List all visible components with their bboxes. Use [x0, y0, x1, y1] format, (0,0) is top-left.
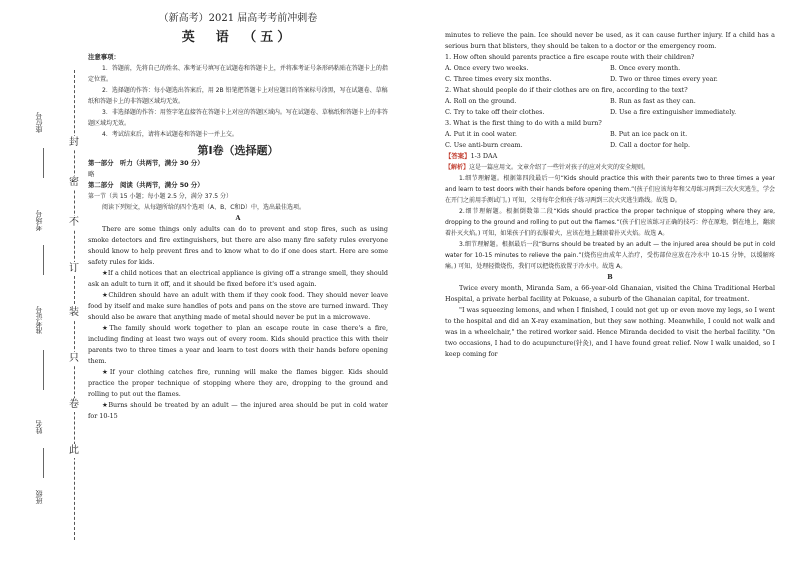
question-options [445, 140, 775, 151]
seat-number-field: 座位号 [35, 112, 43, 133]
class-field: 班级 [35, 490, 43, 504]
answer-tag: 【答案】 [445, 152, 471, 160]
binding-char: 卷 [61, 398, 87, 412]
admission-number-line [43, 350, 44, 390]
exam-room-field: 考场号 [35, 210, 43, 231]
notice-item: 4．考试结束后，请将本试题卷和答题卡一并上交。 [102, 131, 238, 138]
analysis-paragraph: 1.细节理解题。根据第四段最后一句“Kids should practice this with their parents two to three times a year and learn to test doors with their hands before opening them.”(孩子们应该每年和父母练习两到三次火灾逃生，学会在开门之前用手测试门。) 可知，父母每年会和孩子练习两到三次火灾逃生路线。故选 D。 [445, 175, 775, 204]
passage-b-label: B [607, 273, 613, 281]
admission-number-field: 准考证号 [35, 306, 43, 334]
option: D. Two or three times every year. [610, 75, 718, 83]
answer-line [445, 151, 775, 162]
right-column [445, 30, 775, 360]
binding-margin [0, 0, 88, 562]
passage-a-paragraph: There are some things only adults can do to prevent and stop fires, such as using smoke detectors and fire extinguishers, but there are also many fire safety rules everyone should know to help prevent fires and to know what to do if one does start. Here are some safety rules for kids. [88, 225, 388, 266]
option: A. Put it in cool water. [445, 130, 517, 138]
question-options [445, 74, 775, 85]
subject-title: 英 语 （五） [181, 30, 295, 45]
question-stem: 2. What should people do if their clothes are on fire, according to the text? [445, 86, 688, 94]
part2-subheading: 第一节（共 15 小题；每小题 2.5 分，满分 37.5 分） [88, 193, 232, 200]
option: A. Once every two weeks. [445, 64, 529, 72]
question-options [445, 96, 775, 107]
question-stem: 3. What is the first thing to do with a mild burn? [445, 119, 602, 127]
notice-item: 1．答题前，先将自己的姓名、准考证号填写在试题卷和答题卡上，并将准考证号条形码粘贴在答题卡上的指定位置。 [88, 65, 388, 83]
section-title: 第Ⅰ卷（选择题） [197, 144, 279, 157]
part2-heading: 第二部分 阅读（共两节，满分 50 分） [88, 181, 204, 189]
option: B. Once every month. [610, 64, 681, 72]
binding-char: 此 [61, 444, 87, 458]
notice-heading: 注意事项： [88, 53, 120, 61]
question-options [445, 63, 775, 74]
question-options [445, 129, 775, 140]
notice-item: 3．非选择题的作答：用签字笔直接答在答题卡上对应的答题区域内。写在试题卷、草稿纸和答题卡上的非答题区域均无效。 [88, 109, 388, 127]
analysis-paragraph: 3.细节理解题。根据最后一段“Burns should be treated by an adult — the injured area should be put in cold water for 10-15 minutes to relieve the pain.”(烧伤应由成年人治疗，受伤部位应放在冷水中 10-15 分钟，以缓解疼痛。) 可知，处理轻微烧伤，我们可以把烧伤放置于冷水中。故选 A。 [445, 241, 775, 270]
passage-a-paragraph: ★The family should work together to plan an escape route in case there's a fire, including finding at least two ways out of every room. Kids should practice this with their parents two to three times a year and learn to test doors with their hands before opening them. [88, 324, 388, 365]
passage-a-paragraph: ★Children should have an adult with them if they cook food. They should never leave food by itself and make sure handles of pots and pans on the stove are turned inward. They should also be aware that anything made of metal should never be put in a microwave. [88, 291, 388, 321]
option: A. Roll on the ground. [445, 97, 517, 105]
binding-char: 密 [61, 176, 87, 190]
option: D. Call a doctor for help. [610, 141, 691, 149]
notice-item: 2．选择题的作答：每小题选出答案后，用 2B 铅笔把答题卡上对应题目的答案标号涂黑，写在试题卷、草稿纸和答题卡上的非答题区域均无效。 [88, 87, 388, 105]
analysis-paragraph: 2.细节理解题。根据倒数第二段“Kids should practice the proper technique of stopping where they are, dropping to the ground and rolling to put out the flames.”(孩子们应该练习正确的技巧：停在原地，倒在地上，翻滚着扑灭火焰。) 可知，如果孩子们的衣服着火，应该在地上翻滚着扑灭火焰。故选 A。 [445, 208, 775, 237]
passage-b-paragraph: "I was squeezing lemons, and when I finished, I could not get up or even move my legs, so I went to the hospital and did an X-ray examination, but they saw nothing. Meanwhile, I could not walk and was in a wheelchair," the retired worker said. Hence Miranda decided to visit the herbal facility. "On two occasions, I had to do acupuncture(针灸), and I have found great relief. Now I walk unaided, so I keep coming for [445, 306, 775, 358]
reading-instruction: 阅读下列短文，从每题所给的四个选项（A、B、C和D）中，选出最佳选项。 [102, 204, 306, 211]
passage-b-paragraph: Twice every month, Miranda Sam, a 66-year-old Ghanaian, visited the China Traditional Herbal Hospital, a private herbal facility at Pokuase, a suburb of the Ghanaian capital, for treatment. [445, 284, 775, 303]
name-field: 姓名 [35, 420, 43, 434]
passage-a-paragraph: ★If your clothing catches fire, running will make the flames bigger. Kids should practice the proper technique of stopping where they are, dropping to the ground and rolling to put out the flames. [88, 368, 388, 398]
analysis-line [445, 162, 775, 173]
answer-value: 1-3 DAA [470, 152, 498, 160]
binding-char: 订 [61, 262, 87, 276]
passage-a-paragraph: ★Burns should be treated by an adult — the injured area should be put in cold water for 10-15 [88, 401, 388, 420]
analysis-intro: 这是一篇应用文。文章介绍了一些针对孩子的应对火灾的安全规则。 [469, 164, 650, 171]
binding-char: 封 [61, 136, 87, 150]
part1-heading: 第一部分 听力（共两节，满分 30 分） [88, 159, 204, 167]
passage-a-paragraph: ★If a child notices that an electrical appliance is giving off a strange smell, they should ask an adult to turn it off, and it should be fixed before it's used again. [88, 269, 388, 288]
option: C. Try to take off their clothes. [445, 108, 545, 116]
exam-room-line [43, 245, 44, 275]
seat-number-line [43, 148, 44, 178]
option: C. Use anti-burn cream. [445, 141, 523, 149]
binding-char: 不 [61, 216, 87, 230]
passage-a-continuation: minutes to relieve the pain. Ice should never be used, as it can cause further injury. If a child has a serious burn that blisters, they should be taken to a doctor or the emergency room. [445, 31, 775, 50]
passage-a-label: A [235, 214, 241, 222]
name-line [43, 448, 44, 478]
binding-char: 只 [61, 352, 87, 366]
option: D. Use a fire extinguisher immediately. [610, 108, 737, 116]
left-column [88, 0, 388, 422]
option: B. Run as fast as they can. [610, 97, 696, 105]
binding-char: 装 [61, 306, 87, 320]
analysis-tag: 【解析】 [445, 164, 470, 171]
option: B. Put an ice pack on it. [610, 130, 688, 138]
option: C. Three times every six months. [445, 75, 552, 83]
exam-title: （新高考）2021 届高考考前冲刺卷 [158, 13, 318, 24]
question-stem: 1. How often should parents practice a fire escape route with their children? [445, 53, 695, 61]
question-options [445, 107, 775, 118]
part1-note: 略 [88, 170, 95, 178]
